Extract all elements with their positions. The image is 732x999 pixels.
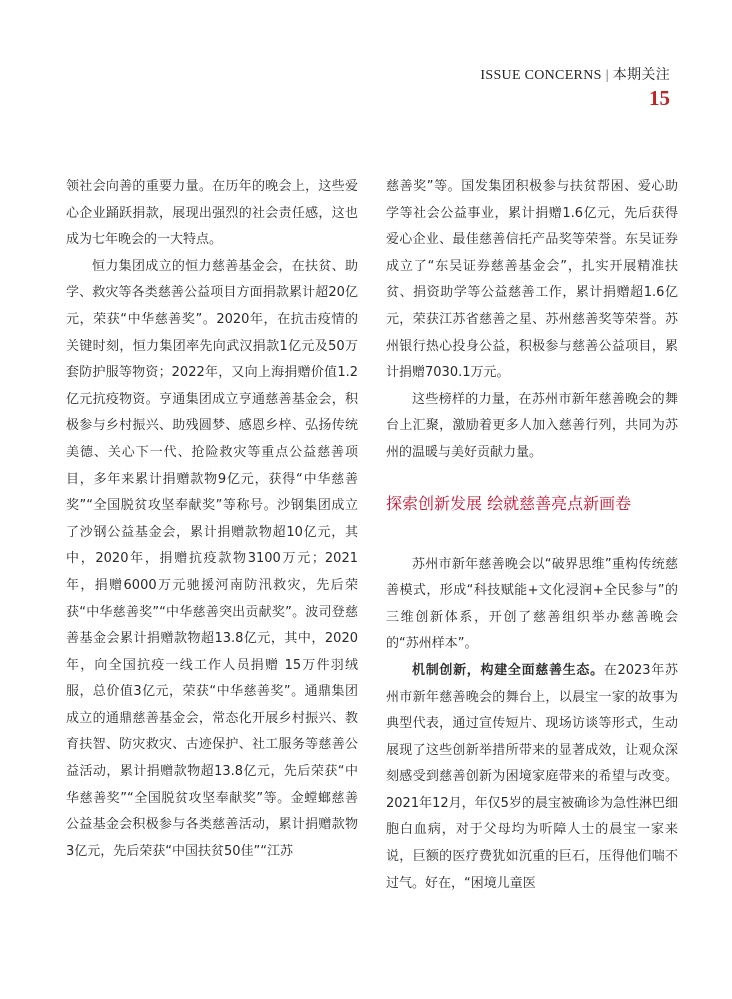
paragraph: 恒力集团成立的恒力慈善基金会，在扶贫、助学、救灾等各类慈善公益项目方面捐款累计超20亿元，荣获“中华慈善奖”。2020年，在抗击疫情的关键时刻，恒力集团率先向武汉捐款1亿元及50万套防护服等物资；2022年，又向上海捐赠价值1.2亿元抗疫物资。亨通集团成立亨通慈善基金会，积极参与乡村振兴、助残圆梦、感恩乡梓、弘扬传统美德、关心下一代、抢险救灾等重点公益慈善项目，多年来累计捐赠款物9亿元，获得“中华慈善奖”“全国脱贫攻坚奉献奖”等称号。沙钢集团成立了沙钢公益基金会，累计捐赠款物超10亿元，其中，2020年，捐赠抗疫款物3100万元；2021年，捐赠6000万元驰援河南防汛救灾，先后荣获“中华慈善奖”“中华慈善突出贡献奖”。波司登慈善基金会累计捐赠款物超13.8亿元，其中，2020年，向全国抗疫一线工作人员捐赠 15万件羽绒服，总价值3亿元，荣获“中华慈善奖”。通鼎集团成立的通鼎慈善基金会，常态化开展乡村振兴、教育扶智、防灾救灾、古迹保护、社工服务等慈善公益活动，累计捐赠款物超13.8亿元，先后荣获“中华慈善奖”“全国脱贫攻坚奉献奖”等。金螳螂慈善公益基金会积极参与各类慈善活动，累计捐赠款物3亿元，先后荣获“中国扶贫50佳”“江苏 <box>66 258 358 859</box>
paragraph: 苏州市新年慈善晚会以“破界思维”重构传统慈善模式，形成“科技赋能+文化浸润+全民参与”的三维创新体系，开创了慈善组织举办慈善晚会的“苏州样本”。 <box>386 556 678 652</box>
paragraph: 领社会向善的重要力量。在历年的晚会上，这些爱心企业踊跃捐款，展现出强烈的社会责任感，这也成为七年晚会的一大特点。 <box>66 179 358 248</box>
paragraph-lead: 机制创新，构建全面慈善生态。 <box>412 662 604 678</box>
left-column <box>66 174 358 865</box>
paragraph: 这些榜样的力量，在苏州市新年慈善晚会的舞台上汇聚，激励着更多人加入慈善行列，共同为苏州的温暖与美好贡献力量。 <box>386 391 678 460</box>
page-number: 15 <box>649 86 670 110</box>
running-header <box>480 64 670 111</box>
paragraph-body: 在2023年苏州市新年慈善晚会的舞台上，以晨宝一家的故事为典型代表，通过宣传短片、现场访谈等形式，生动展现了这些创新举措所带来的显著成效，让观众深刻感受到慈善创新为困境家庭带来的希望与改变。2021年12月，年仅5岁的晨宝被确诊为急性淋巴细胞白血病，对于父母均为听障人士的晨宝一家来说，巨额的医疗费犹如沉重的巨石，压得他们喘不过气。好在，“困境儿童医 <box>386 662 678 891</box>
header-en: ISSUE CONCERNS <box>480 68 602 83</box>
paragraph: 慈善奖”等。国发集团积极参与扶贫帮困、爱心助学等社会公益事业，累计捐赠1.6亿元，先后获得爱心企业、最佳慈善信托产品奖等荣誉。东吴证券成立了“东吴证券慈善基金会”，扎实开展精准扶贫、捐资助学等公益慈善工作，累计捐赠超1.6亿元，荣获江苏省慈善之星、苏州慈善奖等荣誉。苏州银行热心投身公益，积极参与慈善公益项目，累计捐赠7030.1万元。 <box>386 179 678 381</box>
paragraph <box>386 658 678 897</box>
header-cn: 本期关注 <box>612 68 670 83</box>
right-column <box>386 174 678 897</box>
section-heading: 探索创新发展 绘就慈善亮点新画卷 <box>386 493 632 513</box>
header-title <box>480 64 670 84</box>
header-separator: | <box>605 68 609 83</box>
